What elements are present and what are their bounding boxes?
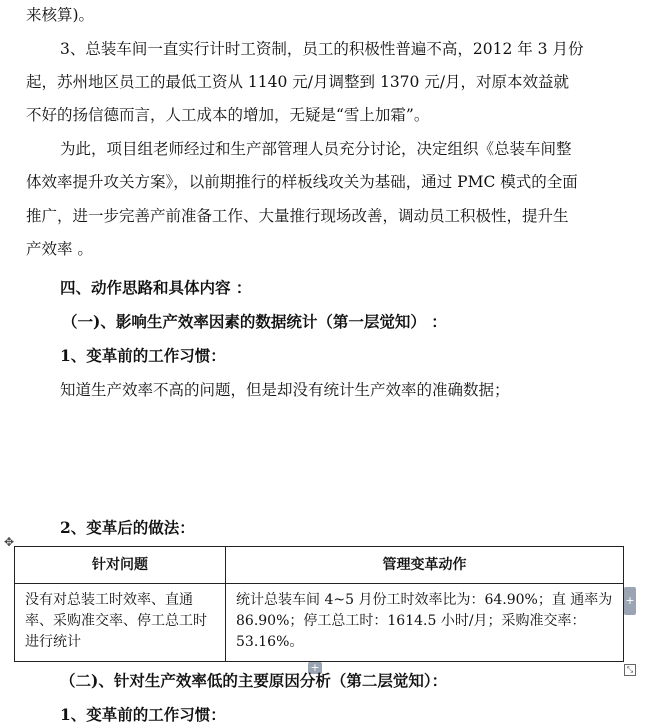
section-heading: 四、动作思路和具体内容 ：	[60, 278, 252, 297]
plus-icon[interactable]: +	[308, 662, 322, 674]
table-cell-action[interactable]: 统计总装车间 4~5 月份工时效率比为：64.90%；直 通率为 86.90%；停工总工时：1614.5 小时/月；采购准交率：53.16%。	[226, 584, 624, 662]
paragraph-3-line-3: 不好的扬信德而言，人工成本的增加，无疑是“雪上加霜”。	[26, 106, 430, 124]
paragraph-4-line-4: 产效率 。	[26, 240, 93, 258]
table-row	[15, 584, 624, 662]
table-header-row	[15, 547, 624, 584]
table-header-action: 管理变革动作	[226, 547, 624, 584]
plus-icon[interactable]: +	[624, 587, 636, 615]
paragraph-4-line-3: 推广，进一步完善产前准备工作、大量推行现场改善，调动员工积极性，提升生	[26, 207, 569, 225]
paragraph-3-line-2: 起，苏州地区员工的最低工资从 1140 元/月调整到 1370 元/月，对原本效益就	[26, 73, 570, 91]
move-icon[interactable]: ✥	[3, 535, 15, 549]
resize-icon[interactable]: ⤡	[624, 664, 636, 676]
item-heading-3: 1、变革前的工作习惯：	[60, 705, 226, 724]
table-header-problem: 针对问题	[15, 547, 226, 584]
paragraph-4-line-1: 为此，项目组老师经过和生产部管理人员充分讨论，决定组织《总装车间整	[60, 140, 572, 158]
subsection-heading-1: （一)、影响生产效率因素的数据统计（第一层觉知） ：	[62, 312, 447, 331]
item-heading-2: 2、变革后的做法：	[60, 518, 195, 537]
paragraph-3-line-1: 3、总装车间一直实行计时工资制，员工的积极性普遍不高，2012 年 3 月份	[60, 40, 584, 58]
item-text-1: 知道生产效率不高的问题，但是却没有统计生产效率的准确数据；	[60, 381, 510, 399]
table-cell-problem[interactable]: 没有对总装工时效率、直通率、采购准交率、停工总工时进行统计	[15, 584, 226, 662]
subsection-heading-2: （二)、针对生产效率低的主要原因分析（第二层觉知）：	[60, 671, 448, 690]
paragraph-4-line-2: 体效率提升攻关方案》，以前期推行的样板线攻关为基础，通过 PMC 模式的全面	[26, 173, 578, 191]
item-heading-1: 1、变革前的工作习惯：	[60, 346, 226, 365]
data-table	[14, 546, 624, 662]
text-line: 来核算)。	[26, 6, 95, 24]
